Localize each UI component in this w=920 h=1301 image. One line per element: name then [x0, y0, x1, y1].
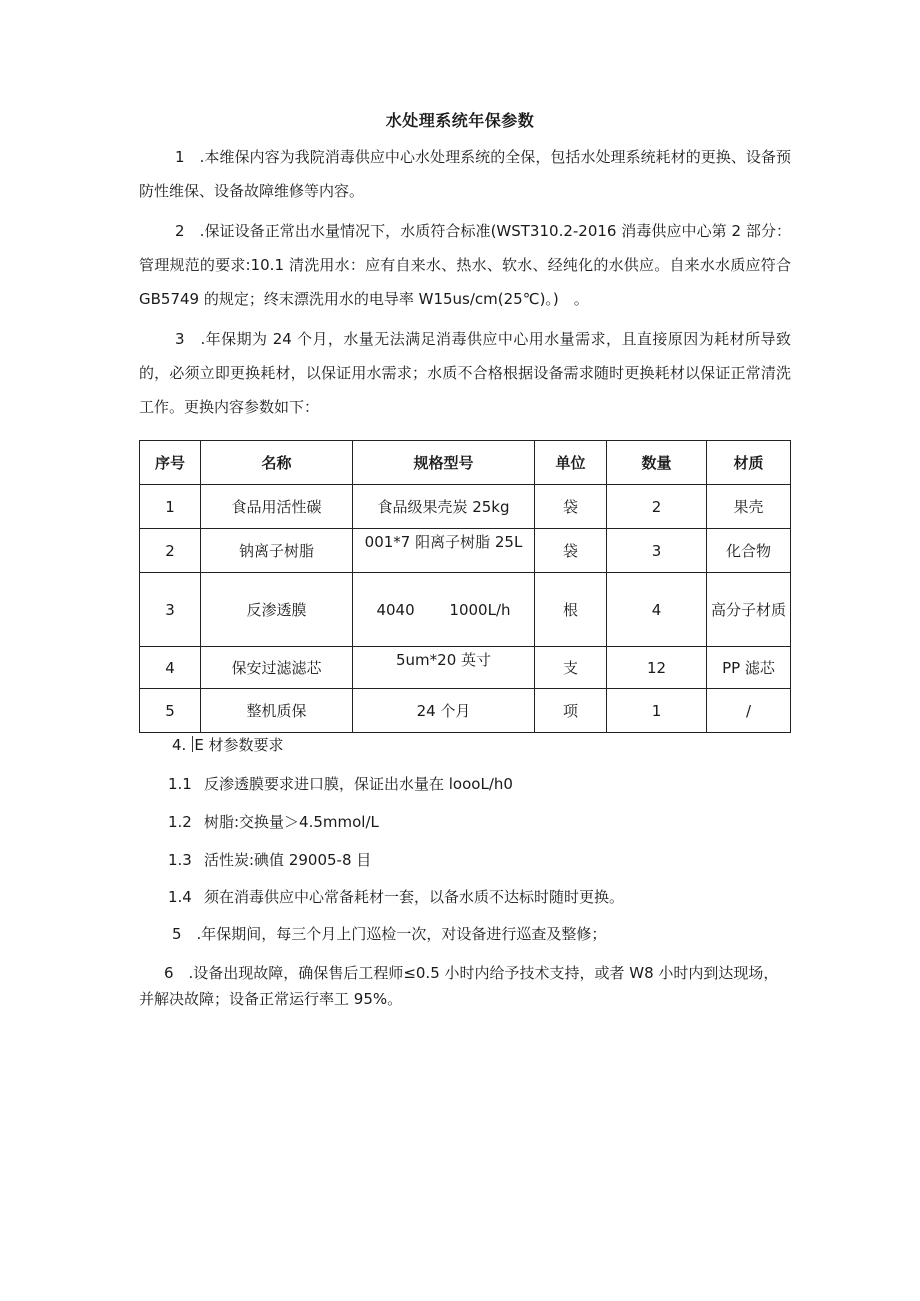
table-cell: PP 滤芯 [707, 647, 791, 689]
subitem-text: 反渗透膜要求进口膜，保证出水量在 loooL∕h0 [204, 775, 513, 793]
table-cell: 高分子材质 [707, 573, 791, 647]
subitem-number: 1.1 [168, 775, 192, 793]
table-cell: 4 [140, 647, 201, 689]
table-cell: 2 [140, 529, 201, 573]
subitem-text: 活性炭:碘值 29005-8 目 [204, 851, 372, 869]
item-6: 6 .设备出现故障，确保售后工程师≤0.5 小时内给予技术支持，或者 W8 小时内到达现场，并解决故障；设备正常运行率工 95%。 [139, 964, 779, 1008]
consumables-table [139, 440, 791, 733]
header-cell: 材质 [707, 441, 791, 485]
table-cell: 食品用活性碳 [201, 485, 353, 529]
table-row [140, 689, 791, 733]
header-cell: 名称 [201, 441, 353, 485]
table-cell: 001*7 阳离子树脂 25L [353, 529, 535, 573]
table-cell: 根 [535, 573, 607, 647]
table-cell: 5um*20 英寸 [353, 647, 535, 689]
table-row [140, 647, 791, 689]
subitem-number: 1.2 [168, 813, 192, 831]
table-cell: 3 [140, 573, 201, 647]
paragraph-2: 2 .保证设备正常出水量情况下，水质符合标准(WST310.2-2016 消毒供应中心第 2 部分：管理规范的要求:10.1 清洗用水：应有自来水、热水、软水、经纯化的水供应。自来水水质应符合 GB5749 的规定；终末漂洗用水的电导率 W15us∕cm(25℃)。) 。 [139, 222, 791, 308]
subitem-number: 1.4 [168, 888, 192, 906]
table-cell: 24 个月 [353, 689, 535, 733]
table-cell: 反渗透膜 [201, 573, 353, 647]
table-cell: 食品级果壳炭 25kg [353, 485, 535, 529]
subitem-number: 1.3 [168, 851, 192, 869]
table-cell: 4 [607, 573, 707, 647]
table-cell: 4040 1000L∕h [353, 573, 535, 647]
table-cell: 5 [140, 689, 201, 733]
item-4-number: 4. [172, 736, 187, 754]
table-row [140, 529, 791, 573]
item-5: 5 .年保期间，每三个月上门巡检一次，对设备进行巡查及整修； [172, 925, 607, 943]
table-cell: 1 [140, 485, 201, 529]
table-cell: 袋 [535, 529, 607, 573]
header-cell: 单位 [535, 441, 607, 485]
paragraph-3: 3 .年保期为 24 个月，水量无法满足消毒供应中心用水量需求，且直接原因为耗材所导致的，必须立即更换耗材，以保证用水需求；水质不合格根据设备需求随时更换耗材以保证正常清洗工作。更换内容参数如下： [139, 330, 791, 416]
document-title: 水处理系统年保参数 [385, 111, 535, 130]
item-4-heading [172, 734, 824, 756]
table-cell: / [707, 689, 791, 733]
table-cell: 化合物 [707, 529, 791, 573]
subitem-text: 须在消毒供应中心常备耗材一套，以备水质不达标时随时更换。 [204, 888, 625, 906]
table-cell: 整机质保 [201, 689, 353, 733]
table-cell: 钠离子树脂 [201, 529, 353, 573]
paragraph-1: 1 .本维保内容为我院消毒供应中心水处理系统的全保，包括水处理系统耗材的更换、设备预防性维保、设备故障维修等内容。 [139, 148, 791, 200]
subitem-1-3 [168, 849, 820, 871]
header-cell: 规格型号 [353, 441, 535, 485]
header-cell: 数量 [607, 441, 707, 485]
header-cell: 序号 [140, 441, 201, 485]
table-row [140, 485, 791, 529]
table-header-row [140, 441, 791, 485]
table-cell: 项 [535, 689, 607, 733]
table-cell: 3 [607, 529, 707, 573]
table-cell: 1 [607, 689, 707, 733]
table-cell: 果壳 [707, 485, 791, 529]
item-4-text: E 材参数要求 [194, 736, 284, 754]
subitem-1-2 [168, 811, 820, 833]
table-cell: 12 [607, 647, 707, 689]
table-cell: 袋 [535, 485, 607, 529]
table-row [140, 573, 791, 647]
subitem-text: 树脂:交换量＞4.5mmol∕L [204, 813, 379, 831]
table-cell: 保安过滤滤芯 [201, 647, 353, 689]
table-cell: 支 [535, 647, 607, 689]
table-cell: 2 [607, 485, 707, 529]
subitem-1-1 [168, 773, 820, 795]
subitem-1-4 [168, 886, 820, 908]
